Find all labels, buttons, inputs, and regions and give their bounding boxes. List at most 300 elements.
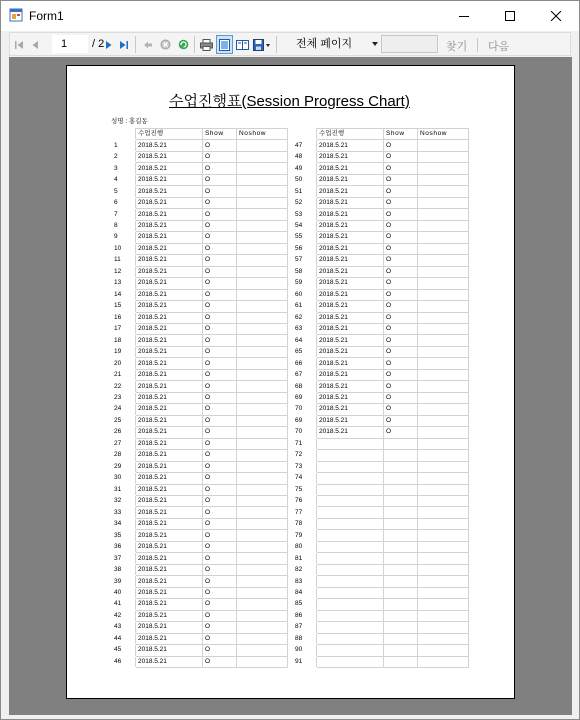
show-cell <box>384 610 418 621</box>
session-date-cell: 2018.5.21 <box>136 461 203 472</box>
row-number-cell: 8 <box>112 220 136 231</box>
session-date-cell: 2018.5.21 <box>136 610 203 621</box>
show-cell <box>384 541 418 552</box>
session-date-cell: 2018.5.21 <box>136 186 203 197</box>
table-row <box>293 496 469 507</box>
table-header-row <box>293 129 469 140</box>
total-pages-label: / 2 <box>92 38 105 50</box>
toolbar-separator <box>135 36 136 53</box>
table-row <box>112 369 288 380</box>
noshow-cell <box>418 289 469 300</box>
session-date-cell <box>317 461 384 472</box>
session-date-cell: 2018.5.21 <box>136 174 203 185</box>
table-row <box>293 507 469 518</box>
session-date-cell: 2018.5.21 <box>136 243 203 254</box>
session-date-cell: 2018.5.21 <box>136 163 203 174</box>
noshow-cell <box>418 346 469 357</box>
toolbar-separator <box>477 38 478 52</box>
show-cell: O <box>203 186 237 197</box>
noshow-cell <box>418 140 469 151</box>
noshow-cell <box>418 507 469 518</box>
header-show-cell: Show <box>384 129 418 140</box>
row-number-cell: 1 <box>112 140 136 151</box>
table-row <box>112 358 288 369</box>
session-date-cell: 2018.5.21 <box>136 266 203 277</box>
show-cell: O <box>203 289 237 300</box>
show-cell <box>384 564 418 575</box>
export-icon <box>253 39 271 51</box>
table-row <box>293 346 469 357</box>
noshow-cell <box>418 541 469 552</box>
table-row <box>293 209 469 220</box>
table-row <box>112 587 288 598</box>
session-date-cell: 2018.5.21 <box>136 541 203 552</box>
show-cell: O <box>203 427 237 438</box>
noshow-cell <box>418 633 469 644</box>
next-page-icon <box>104 40 114 50</box>
show-cell: O <box>203 496 237 507</box>
session-date-cell <box>317 496 384 507</box>
table-row <box>293 174 469 185</box>
session-date-cell: 2018.5.21 <box>136 232 203 243</box>
prev-page-icon <box>30 40 40 50</box>
session-date-cell: 2018.5.21 <box>136 151 203 162</box>
noshow-cell <box>418 163 469 174</box>
noshow-cell <box>418 266 469 277</box>
close-button[interactable] <box>533 1 579 31</box>
session-date-cell: 2018.5.21 <box>136 473 203 484</box>
table-row <box>112 404 288 415</box>
session-date-cell: 2018.5.21 <box>136 323 203 334</box>
session-date-cell: 2018.5.21 <box>136 645 203 656</box>
noshow-cell <box>237 255 288 266</box>
noshow-cell <box>237 415 288 426</box>
row-number-cell: 14 <box>112 289 136 300</box>
table-row <box>293 450 469 461</box>
header-noshow-cell: Noshow <box>237 129 288 140</box>
show-cell <box>384 622 418 633</box>
table-row <box>293 576 469 587</box>
row-number-cell: 41 <box>112 599 136 610</box>
row-number-cell: 73 <box>293 461 317 472</box>
noshow-cell <box>237 633 288 644</box>
session-date-cell: 2018.5.21 <box>136 392 203 403</box>
show-cell: O <box>384 209 418 220</box>
find-next-button[interactable]: 다음 <box>488 41 510 53</box>
row-number-cell: 40 <box>112 587 136 598</box>
show-cell: O <box>203 209 237 220</box>
show-cell: O <box>203 163 237 174</box>
row-number-cell: 9 <box>112 232 136 243</box>
row-number-cell: 58 <box>293 266 317 277</box>
session-date-cell: 2018.5.21 <box>136 278 203 289</box>
header-number-cell <box>293 129 317 140</box>
table-row <box>293 289 469 300</box>
session-date-cell: 2018.5.21 <box>136 484 203 495</box>
show-cell: O <box>384 427 418 438</box>
table-row <box>112 656 288 667</box>
show-cell <box>384 450 418 461</box>
table-row <box>112 197 288 208</box>
session-date-cell: 2018.5.21 <box>317 151 384 162</box>
session-date-cell <box>317 450 384 461</box>
row-number-cell: 67 <box>293 369 317 380</box>
table-row <box>112 473 288 484</box>
show-cell: O <box>203 381 237 392</box>
row-number-cell: 78 <box>293 518 317 529</box>
show-cell: O <box>384 323 418 334</box>
show-cell: O <box>203 541 237 552</box>
first-page-button[interactable] <box>12 35 26 54</box>
session-date-cell <box>317 633 384 644</box>
show-cell: O <box>203 450 237 461</box>
current-page-input[interactable]: 1 <box>52 35 88 53</box>
row-number-cell: 15 <box>112 301 136 312</box>
show-cell: O <box>203 232 237 243</box>
show-cell <box>384 576 418 587</box>
noshow-cell <box>237 358 288 369</box>
session-date-cell: 2018.5.21 <box>136 381 203 392</box>
row-number-cell: 25 <box>112 415 136 426</box>
table-row <box>112 335 288 346</box>
noshow-cell <box>418 553 469 564</box>
show-cell: O <box>203 404 237 415</box>
minimize-icon <box>459 11 469 21</box>
session-date-cell: 2018.5.21 <box>136 427 203 438</box>
session-date-cell: 2018.5.21 <box>136 346 203 357</box>
show-cell <box>384 553 418 564</box>
row-number-cell: 83 <box>293 576 317 587</box>
session-date-cell <box>317 484 384 495</box>
zoom-select-value: 전체 페이지 <box>296 38 353 50</box>
last-page-icon <box>119 40 129 50</box>
session-date-cell: 2018.5.21 <box>317 289 384 300</box>
session-date-cell <box>317 645 384 656</box>
header-show-cell: Show <box>203 129 237 140</box>
show-cell: O <box>384 163 418 174</box>
table-row <box>112 564 288 575</box>
show-cell <box>384 484 418 495</box>
table-row <box>293 243 469 254</box>
noshow-cell <box>237 576 288 587</box>
noshow-cell <box>237 312 288 323</box>
row-number-cell: 43 <box>112 622 136 633</box>
noshow-cell <box>418 369 469 380</box>
show-cell: O <box>384 220 418 231</box>
session-date-cell: 2018.5.21 <box>317 197 384 208</box>
show-cell: O <box>384 392 418 403</box>
table-row <box>293 220 469 231</box>
row-number-cell: 59 <box>293 278 317 289</box>
row-number-cell: 66 <box>293 358 317 369</box>
report-page <box>66 65 515 699</box>
noshow-cell <box>237 289 288 300</box>
session-date-cell: 2018.5.21 <box>136 518 203 529</box>
row-number-cell: 4 <box>112 174 136 185</box>
noshow-cell <box>237 266 288 277</box>
maximize-button[interactable] <box>487 1 533 31</box>
session-date-cell: 2018.5.21 <box>317 312 384 323</box>
row-number-cell: 2 <box>112 151 136 162</box>
noshow-cell <box>237 369 288 380</box>
table-row <box>112 645 288 656</box>
noshow-cell <box>237 450 288 461</box>
row-number-cell: 64 <box>293 335 317 346</box>
table-row <box>293 381 469 392</box>
noshow-cell <box>237 209 288 220</box>
first-page-icon <box>14 40 24 50</box>
header-session-cell: 수업진행 <box>136 129 203 140</box>
noshow-cell <box>418 461 469 472</box>
session-table-left <box>111 128 288 668</box>
row-number-cell: 60 <box>293 289 317 300</box>
row-number-cell: 46 <box>112 656 136 667</box>
table-row <box>112 438 288 449</box>
session-date-cell <box>317 610 384 621</box>
show-cell: O <box>203 461 237 472</box>
table-row <box>112 312 288 323</box>
preview-area[interactable] <box>9 57 572 715</box>
page-setup-icon <box>236 39 249 51</box>
row-number-cell: 44 <box>112 633 136 644</box>
table-row <box>293 427 469 438</box>
noshow-cell <box>237 232 288 243</box>
back-icon <box>143 40 153 50</box>
row-number-cell: 61 <box>293 301 317 312</box>
table-row <box>293 278 469 289</box>
noshow-cell <box>418 656 469 667</box>
show-cell: O <box>203 243 237 254</box>
session-date-cell: 2018.5.21 <box>317 174 384 185</box>
table-row <box>112 278 288 289</box>
noshow-cell <box>237 541 288 552</box>
session-date-cell <box>317 541 384 552</box>
table-row <box>112 186 288 197</box>
table-row <box>293 633 469 644</box>
session-date-cell <box>317 530 384 541</box>
show-cell: O <box>203 530 237 541</box>
row-number-cell: 79 <box>293 530 317 541</box>
show-cell: O <box>384 197 418 208</box>
noshow-cell <box>237 484 288 495</box>
show-cell: O <box>384 289 418 300</box>
show-cell <box>384 518 418 529</box>
noshow-cell <box>418 151 469 162</box>
table-row <box>293 369 469 380</box>
row-number-cell: 81 <box>293 553 317 564</box>
show-cell: O <box>384 346 418 357</box>
table-row <box>112 140 288 151</box>
session-date-cell: 2018.5.21 <box>136 289 203 300</box>
back-button[interactable] <box>141 35 155 54</box>
table-row <box>293 163 469 174</box>
chevron-down-icon <box>372 42 378 46</box>
table-row <box>293 392 469 403</box>
row-number-cell: 36 <box>112 541 136 552</box>
table-row <box>112 518 288 529</box>
show-cell: O <box>203 266 237 277</box>
session-date-cell: 2018.5.21 <box>317 415 384 426</box>
session-date-cell: 2018.5.21 <box>136 415 203 426</box>
session-date-cell <box>317 576 384 587</box>
session-date-cell: 2018.5.21 <box>136 197 203 208</box>
show-cell: O <box>203 312 237 323</box>
session-date-cell: 2018.5.21 <box>136 209 203 220</box>
show-cell: O <box>384 243 418 254</box>
table-row <box>112 381 288 392</box>
show-cell: O <box>203 656 237 667</box>
session-date-cell: 2018.5.21 <box>136 220 203 231</box>
session-date-cell: 2018.5.21 <box>136 633 203 644</box>
zoom-select[interactable] <box>292 35 384 53</box>
noshow-cell <box>237 622 288 633</box>
noshow-cell <box>237 404 288 415</box>
row-number-cell: 63 <box>293 323 317 334</box>
show-cell: O <box>203 358 237 369</box>
session-table-right-body <box>293 129 469 668</box>
close-icon <box>551 11 561 21</box>
session-date-cell: 2018.5.21 <box>317 301 384 312</box>
student-name-label: 성명 : 홍길동 <box>111 118 148 125</box>
noshow-cell <box>418 415 469 426</box>
minimize-button[interactable] <box>441 1 487 31</box>
noshow-cell <box>237 140 288 151</box>
row-number-cell: 3 <box>112 163 136 174</box>
show-cell: O <box>203 599 237 610</box>
find-button[interactable]: 찾기 <box>446 41 468 53</box>
next-page-button[interactable] <box>102 35 116 54</box>
noshow-cell <box>418 427 469 438</box>
table-row <box>293 186 469 197</box>
table-row <box>112 392 288 403</box>
row-number-cell: 38 <box>112 564 136 575</box>
row-number-cell: 47 <box>293 140 317 151</box>
print-button[interactable] <box>198 35 214 54</box>
session-date-cell: 2018.5.21 <box>317 163 384 174</box>
session-table-right <box>292 128 469 668</box>
session-date-cell: 2018.5.21 <box>136 255 203 266</box>
export-button[interactable] <box>252 35 272 54</box>
app-icon <box>9 8 23 22</box>
row-number-cell: 68 <box>293 381 317 392</box>
noshow-cell <box>418 335 469 346</box>
show-cell: O <box>203 553 237 564</box>
show-cell: O <box>384 335 418 346</box>
session-date-cell: 2018.5.21 <box>317 358 384 369</box>
row-number-cell: 88 <box>293 633 317 644</box>
show-cell: O <box>203 610 237 621</box>
table-row <box>293 461 469 472</box>
row-number-cell: 74 <box>293 473 317 484</box>
row-number-cell: 71 <box>293 438 317 449</box>
noshow-cell <box>418 587 469 598</box>
row-number-cell: 11 <box>112 255 136 266</box>
session-date-cell: 2018.5.21 <box>136 301 203 312</box>
stop-button[interactable] <box>158 35 173 54</box>
row-number-cell: 87 <box>293 622 317 633</box>
row-number-cell: 42 <box>112 610 136 621</box>
table-row <box>293 656 469 667</box>
row-number-cell: 75 <box>293 484 317 495</box>
noshow-cell <box>237 587 288 598</box>
row-number-cell: 57 <box>293 255 317 266</box>
row-number-cell: 52 <box>293 197 317 208</box>
session-date-cell <box>317 507 384 518</box>
table-row <box>112 255 288 266</box>
session-date-cell: 2018.5.21 <box>317 266 384 277</box>
table-row <box>293 438 469 449</box>
noshow-cell <box>418 530 469 541</box>
noshow-cell <box>237 381 288 392</box>
noshow-cell <box>418 599 469 610</box>
session-date-cell: 2018.5.21 <box>317 243 384 254</box>
table-row <box>112 151 288 162</box>
table-row <box>293 599 469 610</box>
prev-page-button[interactable] <box>28 35 42 54</box>
row-number-cell: 28 <box>112 450 136 461</box>
refresh-button[interactable] <box>176 35 191 54</box>
last-page-button[interactable] <box>117 35 131 54</box>
session-date-cell: 2018.5.21 <box>317 346 384 357</box>
session-date-cell: 2018.5.21 <box>317 209 384 220</box>
noshow-cell <box>418 255 469 266</box>
row-number-cell: 31 <box>112 484 136 495</box>
print-icon <box>200 39 213 51</box>
table-row <box>293 255 469 266</box>
print-layout-button[interactable] <box>216 35 233 54</box>
noshow-cell <box>237 507 288 518</box>
show-cell <box>384 438 418 449</box>
table-row <box>293 473 469 484</box>
session-date-cell: 2018.5.21 <box>136 404 203 415</box>
row-number-cell: 17 <box>112 323 136 334</box>
noshow-cell <box>418 197 469 208</box>
noshow-cell <box>237 323 288 334</box>
session-date-cell: 2018.5.21 <box>136 450 203 461</box>
show-cell: O <box>203 301 237 312</box>
row-number-cell: 29 <box>112 461 136 472</box>
print-layout-icon <box>219 39 230 51</box>
page-setup-button[interactable] <box>235 35 250 54</box>
show-cell: O <box>384 301 418 312</box>
table-row <box>293 518 469 529</box>
session-date-cell <box>317 473 384 484</box>
find-input[interactable] <box>381 35 438 53</box>
session-table-left-body <box>112 129 288 668</box>
row-number-cell: 20 <box>112 358 136 369</box>
table-row <box>112 323 288 334</box>
table-row <box>293 564 469 575</box>
noshow-cell <box>237 656 288 667</box>
toolbar-separator <box>194 36 195 53</box>
table-row <box>112 209 288 220</box>
noshow-cell <box>237 599 288 610</box>
session-date-cell: 2018.5.21 <box>136 335 203 346</box>
session-date-cell: 2018.5.21 <box>317 255 384 266</box>
session-date-cell: 2018.5.21 <box>317 381 384 392</box>
row-number-cell: 32 <box>112 496 136 507</box>
table-row <box>293 266 469 277</box>
row-number-cell: 7 <box>112 209 136 220</box>
session-date-cell: 2018.5.21 <box>136 587 203 598</box>
session-date-cell: 2018.5.21 <box>317 323 384 334</box>
noshow-cell <box>418 473 469 484</box>
noshow-cell <box>237 174 288 185</box>
show-cell <box>384 587 418 598</box>
noshow-cell <box>418 209 469 220</box>
show-cell: O <box>384 266 418 277</box>
title-bar[interactable] <box>1 1 579 31</box>
